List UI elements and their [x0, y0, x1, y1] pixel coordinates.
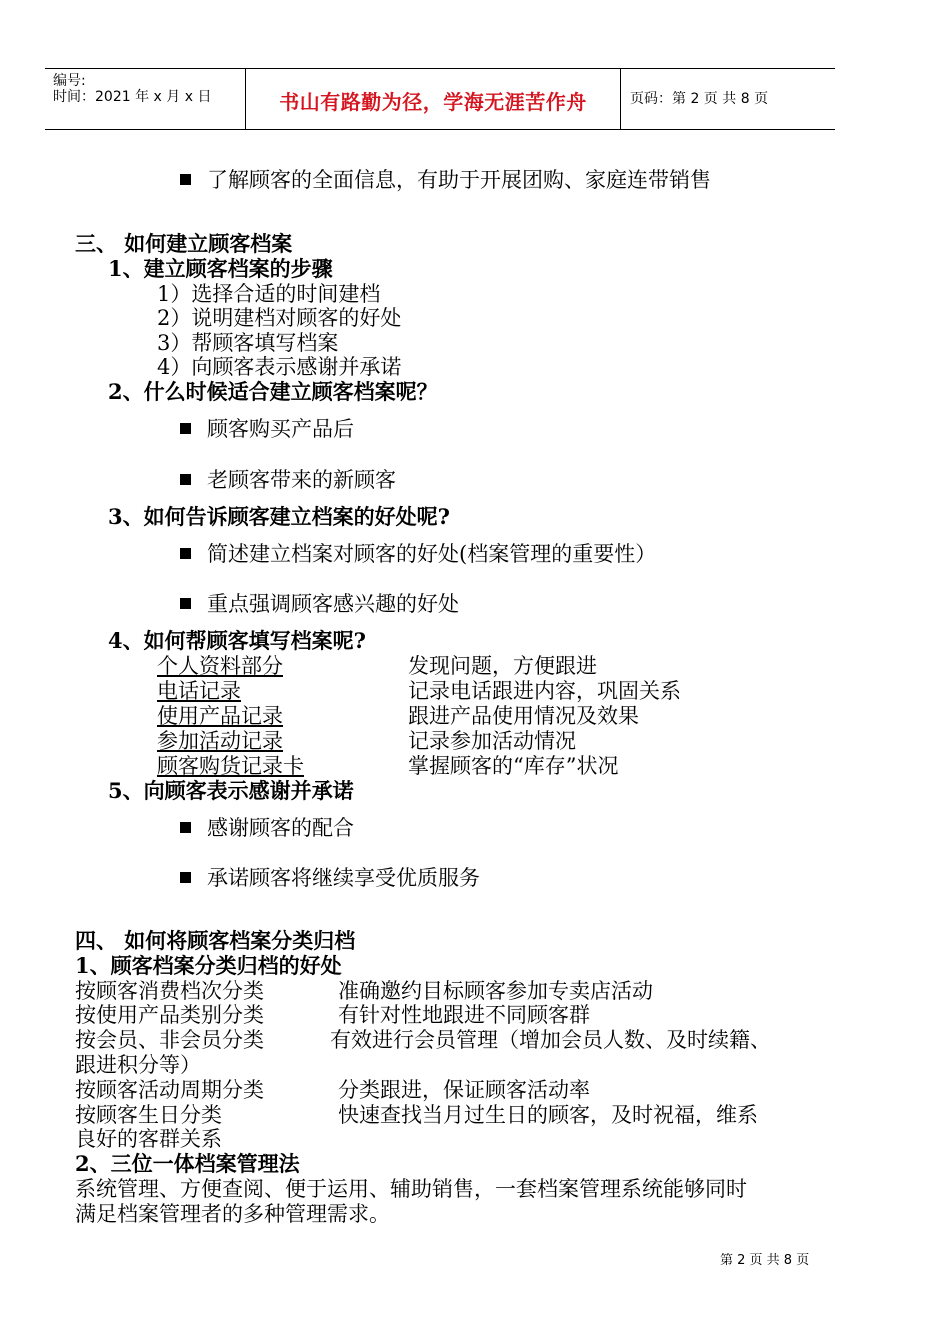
page-footer: 第 2 页 共 8 页: [720, 1253, 810, 1268]
square-bullet-icon: [180, 423, 191, 434]
record-desc-activity: 记录参加活动情况: [408, 729, 576, 753]
section-4-2-title: 2、三位一体档案管理法: [75, 1151, 300, 1176]
page-code: 页码：第 2 页 共 8 页: [630, 91, 769, 107]
record-desc-personal: 发现问题，方便跟进: [408, 654, 597, 678]
header-right-cell: [620, 69, 835, 129]
category-desc-continued: 跟进积分等）: [75, 1053, 201, 1077]
header-middle-cell: [245, 69, 621, 129]
section-3-1-title: 1、建立顾客档案的步骤: [108, 256, 333, 281]
time-label: 时间：2021 年 x 月 x 日: [53, 89, 212, 105]
category-desc: 分类跟进，保证顾客活动率: [338, 1078, 590, 1102]
record-item-product: 使用产品记录: [157, 704, 283, 728]
paragraph-line-2: 满足档案管理者的多种管理需求。: [75, 1202, 390, 1226]
motto: 书山有路勤为径，学海无涯苦作舟: [279, 90, 587, 114]
record-item-personal: 个人资料部分: [157, 654, 283, 678]
square-bullet-icon: [180, 548, 191, 559]
section-3-2-title: 2、什么时候适合建立顾客档案呢？: [108, 379, 438, 404]
record-desc-purchase: 掌握顾客的“库存”状况: [408, 754, 619, 778]
square-bullet-icon: [180, 598, 191, 609]
step-4: 4）向顾客表示感谢并承诺: [157, 355, 402, 379]
paragraph-line-1: 系统管理、方便查阅、便于运用、辅助销售，一套档案管理系统能够同时: [75, 1177, 747, 1201]
step-1: 1）选择合适的时间建档: [157, 282, 381, 306]
square-bullet-icon: [180, 174, 191, 185]
square-bullet-icon: [180, 872, 191, 883]
section-3-5-title: 5、向顾客表示感谢并承诺: [108, 778, 354, 803]
category-item: 按顾客消费档次分类: [75, 979, 264, 1003]
intro-bullet: 了解顾客的全面信息，有助于开展团购、家庭连带销售: [180, 167, 711, 193]
list-item: 感谢顾客的配合: [180, 815, 354, 841]
record-item-activity: 参加活动记录: [157, 729, 283, 753]
section-3-title: 三、 如何建立顾客档案: [75, 231, 293, 256]
section-4-1-title: 1、顾客档案分类归档的好处: [75, 953, 342, 978]
number-label: 编号:: [53, 73, 86, 89]
list-item: 顾客购买产品后: [180, 416, 354, 442]
step-3: 3）帮顾客填写档案: [157, 331, 339, 355]
record-item-phone: 电话记录: [157, 679, 241, 703]
header-table: [45, 68, 835, 130]
list-item: 重点强调顾客感兴趣的好处: [180, 591, 459, 617]
category-desc: 有效进行会员管理（增加会员人数、及时续籍、: [330, 1028, 771, 1052]
category-item: 按会员、非会员分类: [75, 1028, 264, 1052]
category-item: 按顾客生日分类: [75, 1103, 222, 1127]
record-desc-product: 跟进产品使用情况及效果: [408, 704, 639, 728]
record-item-purchase: 顾客购货记录卡: [157, 754, 304, 778]
record-desc-phone: 记录电话跟进内容，巩固关系: [408, 679, 681, 703]
step-2: 2）说明建档对顾客的好处: [157, 306, 402, 330]
list-item: 老顾客带来的新顾客: [180, 467, 396, 493]
list-item: 简述建立档案对顾客的好处(档案管理的重要性）: [180, 541, 656, 567]
category-item: 按使用产品类别分类: [75, 1003, 264, 1027]
category-item: 按顾客活动周期分类: [75, 1078, 264, 1102]
section-3-4-title: 4、如何帮顾客填写档案呢?: [108, 628, 366, 653]
square-bullet-icon: [180, 474, 191, 485]
category-desc: 快速查找当月过生日的顾客，及时祝福，维系: [338, 1103, 758, 1127]
header-left-cell: [45, 69, 245, 129]
category-desc-continued: 良好的客群关系: [75, 1127, 222, 1151]
category-desc: 准确邀约目标顾客参加专卖店活动: [338, 979, 653, 1003]
square-bullet-icon: [180, 822, 191, 833]
section-4-title: 四、 如何将顾客档案分类归档: [75, 928, 356, 953]
section-3-3-title: 3、如何告诉顾客建立档案的好处呢?: [108, 504, 450, 529]
list-item: 承诺顾客将继续享受优质服务: [180, 865, 480, 891]
category-desc: 有针对性地跟进不同顾客群: [338, 1003, 590, 1027]
